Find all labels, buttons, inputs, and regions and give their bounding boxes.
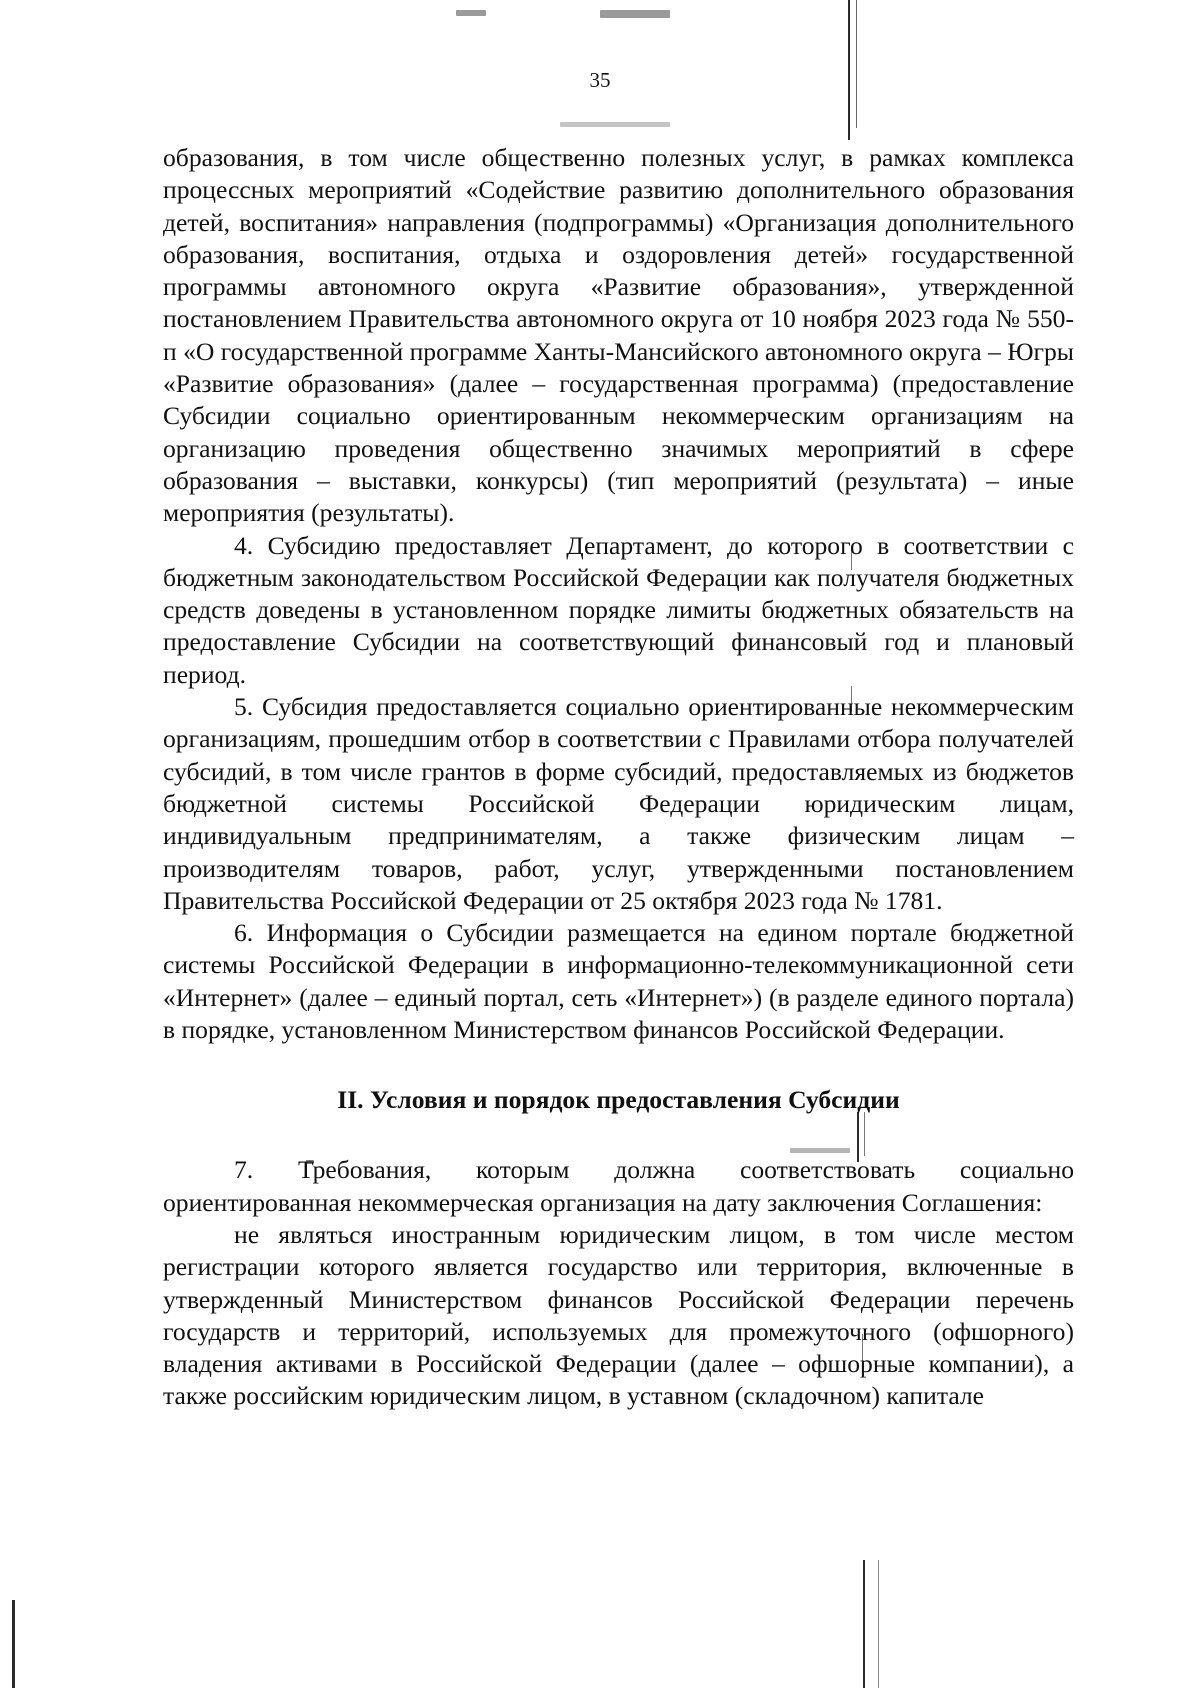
paragraph-item-4: 4. Субсидию предоставляет Департамент, до которого в соответствии с бюджетным законодательством Российской Федерации как получателя бюджетных средств доведены в установленном порядке лимиты бюджетных обязательств на предоставление Субсидии на соответствующий финансовый год и плановый период. bbox=[163, 530, 1074, 689]
scan-artifact-line bbox=[856, 0, 857, 128]
paragraph-continuation: образования, в том числе общественно полезных услуг, в рамках комплекса процессных мероприятий «Содействие развитию дополнительного образования детей, воспитания» направления (подпрограммы) «Организация дополнительного образования, воспитания, отдыха и оздоровления детей» государственной программы автономного округа «Развитие образования», утвержденной постановлением Правительства автономного округа от 10 ноября 2023 года № 550-п «О государственной программе Ханты-Мансийского автономного округа – Югры «Развитие образования» (далее – государственная программа) (предоставление Субсидии социально ориентированным некоммерческим организациям на организацию проведения общественно значимых мероприятий в сфере образования – выставки, конкурсы) (тип мероприятий (результата) – иные мероприятия (результаты). bbox=[163, 143, 1074, 528]
paragraph-item-6: 6. Информация о Субсидии размещается на едином портале бюджетной системы Российской Федерации в информационно-телекоммуникационной сети «Интернет» (далее – единый портал, сеть «Интернет») (в разделе единого портала) в порядке, установленном Министерством финансов Российской Федерации. bbox=[163, 918, 1074, 1045]
scan-artifact-speck bbox=[456, 10, 486, 16]
paragraph-item-7: 7. Требования, которым должна соответствовать социально ориентированная некоммерческая организация на дату заключения Соглашения: bbox=[163, 1155, 1074, 1217]
paragraph-requirement: не являться иностранным юридическим лицом, в том числе местом регистрации которого является государство или территория, включенные в утвержденный Министерством финансов Российской Федерации перечень государств и территорий, используемых для промежуточного (офшорного) владения активами в Российской Федерации (далее – офшорные компании), а также российским юридическим лицом, в уставном (складочном) капитале bbox=[163, 1219, 1074, 1411]
scan-artifact-speck bbox=[560, 122, 670, 127]
section-heading: II. Условия и порядок предоставления Субсидии bbox=[337, 1085, 900, 1115]
paragraph-item-5: 5. Субсидия предоставляется социально ориентированные некоммерческим организациям, прошедшим отбор в соответствии с Правилами отбора получателей субсидий, в том числе грантов в форме субсидий, предоставляемых из бюджетов бюджетной системы Российской Федерации юридическим лицам, индивидуальным предпринимателям, а также физическим лицам – производителям товаров, работ, услуг, утвержденными постановлением Правительства Российской Федерации от 25 октября 2023 года № 1781. bbox=[163, 692, 1074, 915]
scan-artifact-line bbox=[863, 1560, 865, 1688]
document-body bbox=[163, 142, 1074, 1413]
page-number: 35 bbox=[589, 68, 611, 92]
scan-artifact-speck bbox=[600, 10, 670, 18]
scan-artifact-line bbox=[878, 1560, 879, 1688]
scan-artifact-line bbox=[12, 1600, 15, 1688]
